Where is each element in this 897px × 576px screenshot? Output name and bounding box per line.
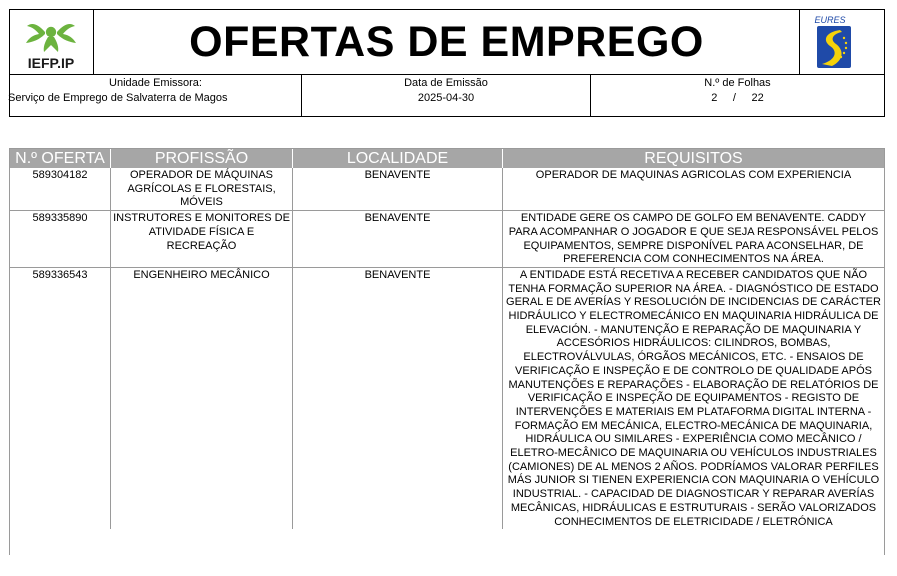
requirements: A ENTIDADE ESTÁ RECETIVA A RECEBER CANDIDATOS QUE NÃO TENHA FORMAÇÃO SUPERIOR NA ÁREA. - DIAGNÓSTICO DE ESTADO GERAL E DE AVERÍAS Y RESOLUCIÓN DE INCIDENCIAS DE CARÁCTER HIDRÁULICO Y ELECTROMECÁNICO EN MAQUINARIA HIDRÁULICA DE ELEVACIÓN. - MANUTENÇÃO E REPARAÇÃO DE MAQUINARIA Y ACCESÓRIOS HIDRÁULICOS: CILINDROS, BOMBAS, ELECTROVÁLVULAS, ÓRGÃOS MECÁNICOS, ETC. - ENSAIOS DE VERIFICAÇÃO E INSPEÇÃO E DE CONTROLO DE QUALIDADE APÓS MANUTENÇÕES E REPARAÇÕES - ELABORAÇÃO DE RELATÓRIOS DE VERIFICAÇÃO E INSPEÇÃO DE EQUIPAMENTOS - REGISTO DE INTERVENÇÕES E MATERIAIS EM PLATAFORMA DIGITAL INTERNA - FORMAÇÃO EM MECÁNICA, ELECTRO-MECÁNICA DE MAQUINARIA, HIDRÁULICA OU SIMILARES - EXPERIÊNCIA COMO MECÂNICO / ELETRO-MECÂNICO DE MAQUINARIA OU VEHÍCULOS INDUSTRIALES (CAMIONES) DE AL MENOS 2 AÑOS. PODRÍAMOS VALORAR PERFILES MÁS JUNIOR SI TIENEN EXPERIENCIA CON MAQUINARIA O VEHÍCULO INDUSTRIAL. - CAPACIDAD DE DIAGNOSTICAR Y REPARAR AVERÍAS MECÂNICAS, HIDRÁULICAS E ESTRUTURAIS - SERÃO VALORIZADOS CONHECIMENTOS DE ELETRICIDADE / ELETRÓNICA [506, 268, 881, 528]
offer-number: 589336543 [10, 268, 111, 529]
document-meta [9, 75, 885, 117]
document-header [9, 9, 885, 75]
sheet-separator: / [732, 92, 736, 104]
table-row [10, 168, 884, 211]
date-value: 2025-04-30 [417, 92, 475, 104]
iefp-logo [10, 10, 94, 74]
sheets-label: N.º de Folhas [704, 77, 771, 89]
sheets-value [591, 89, 884, 104]
table-row [10, 268, 884, 529]
sheet-total: 22 [751, 92, 764, 104]
sheets-cell [591, 75, 884, 116]
profession: OPERADOR DE MÁQUINAS AGRÍCOLAS E FLORESTAIS, MÓVEIS [111, 168, 293, 210]
issuer-label: Unidade Emissora: [109, 77, 202, 89]
iefp-logo-icon [10, 10, 93, 74]
date-label: Data de Emissão [404, 77, 488, 89]
date-cell [302, 75, 591, 116]
table-header [10, 149, 884, 168]
offer-number: 589335890 [10, 211, 111, 267]
locality: BENAVENTE [293, 268, 503, 529]
profession: INSTRUTORES E MONITORES DE ATIVIDADE FÍSICA E RECREAÇÃO [111, 211, 293, 267]
header-locality: LOCALIDADE [293, 149, 503, 168]
locality: BENAVENTE [293, 211, 503, 267]
requirements: OPERADOR DE MAQUINAS AGRICOLAS COM EXPERIENCIA [535, 169, 852, 181]
header-requirements: REQUISITOS [644, 149, 743, 167]
locality: BENAVENTE [293, 168, 503, 210]
requirements: ENTIDADE GERE OS CAMPO DE GOLFO EM BENAVENTE. CADDY PARA ACOMPANHAR O JOGADOR E QUE SEJA RESPONSÁVEL PELOS EQUIPAMENTOS, SEMPRE DISPONÍVEL PARA ACONSELHAR, DE PREFERENCIA COM CONHECIMENTOS NA ÁREA. [508, 212, 879, 266]
profession: ENGENHEIRO MECÂNICO [111, 268, 293, 529]
eures-logo [799, 10, 884, 74]
page-title: OFERTAS DE EMPREGO [189, 17, 704, 66]
eures-text: EURES [814, 15, 846, 25]
issuer-value: Serviço de Emprego de Salvaterra de Magos [8, 92, 228, 104]
table-row [10, 211, 884, 268]
offers-table [9, 148, 885, 555]
issuer-cell [10, 75, 302, 116]
logo-text: IEFP.IP [27, 55, 75, 71]
offer-number: 589304182 [10, 168, 111, 210]
sheet-current: 2 [711, 92, 718, 104]
header-offer: N.º OFERTA [10, 149, 111, 168]
header-profession: PROFISSÃO [111, 149, 293, 168]
eures-logo-icon [800, 10, 884, 74]
